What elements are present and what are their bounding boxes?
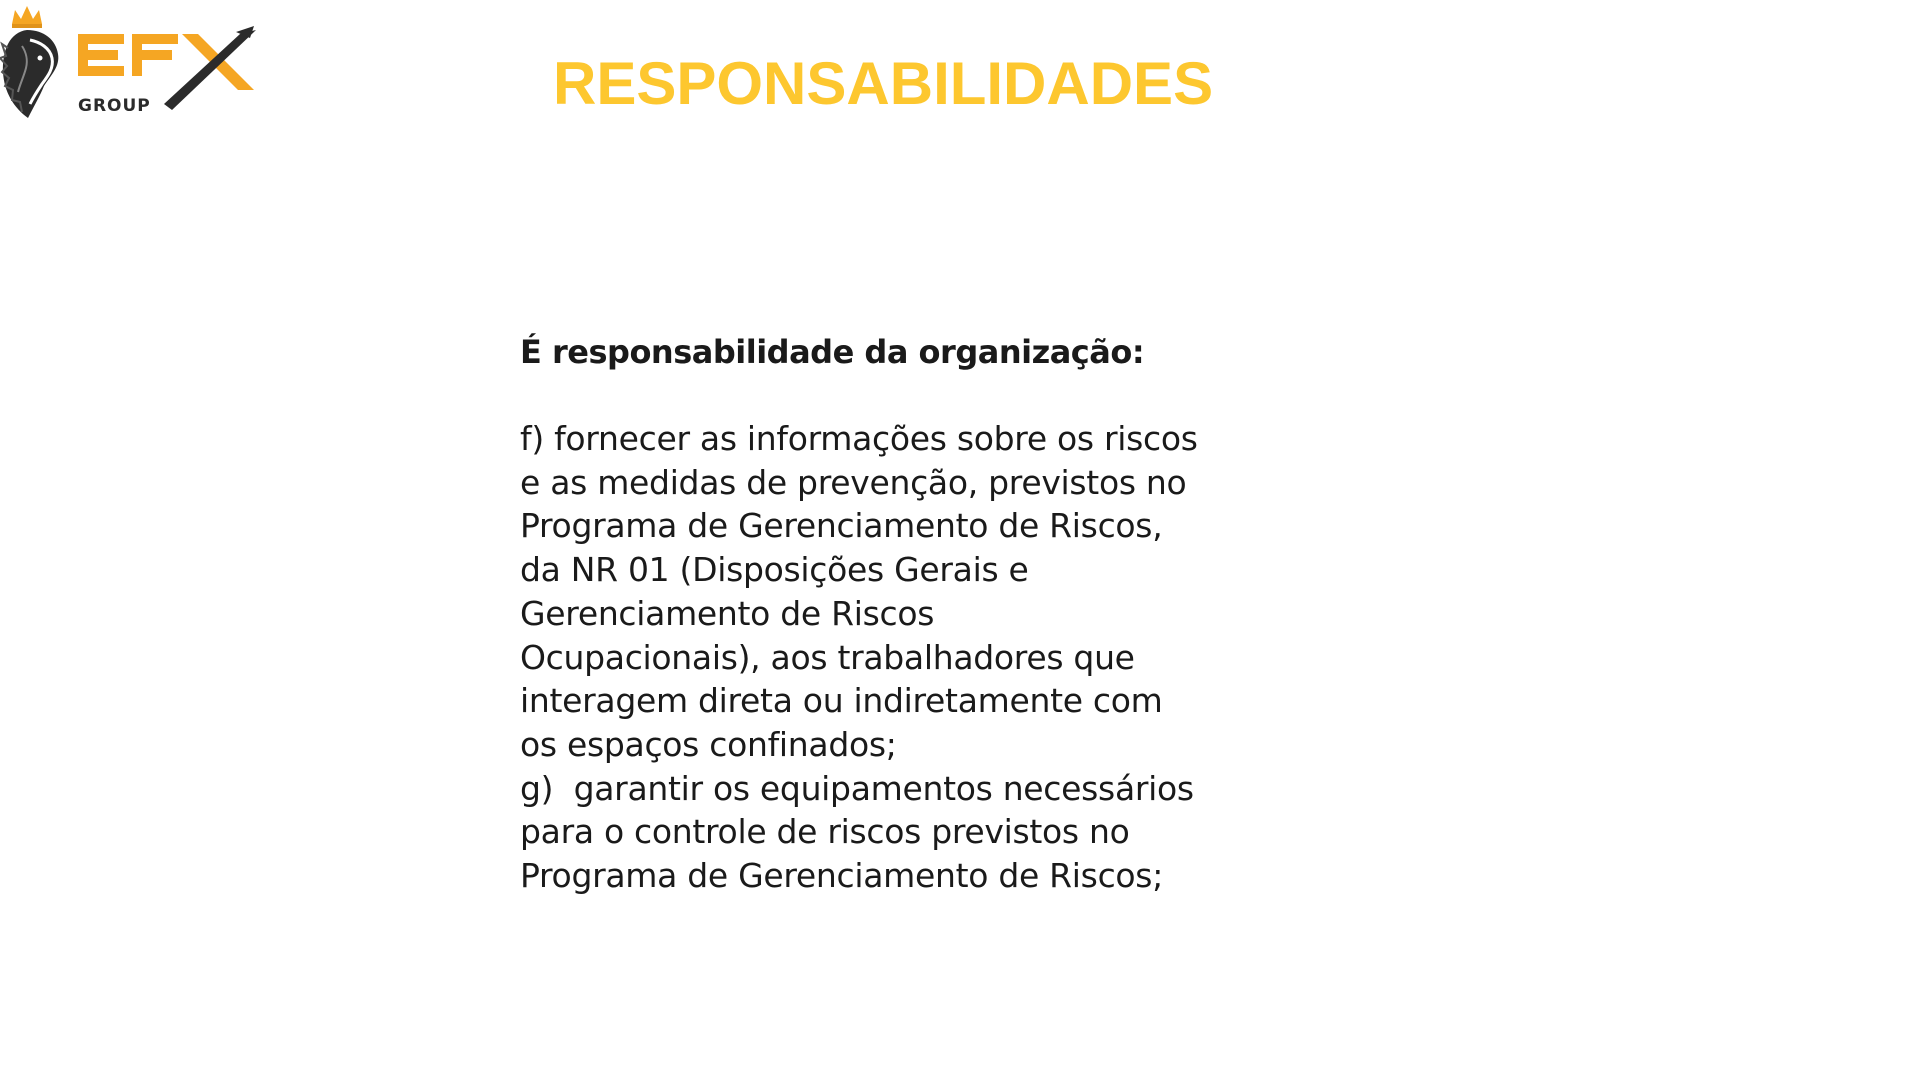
body-line: f) fornecer as informações sobre os riscos [520,419,1198,458]
brand-subtext: GROUP [78,96,151,116]
crown-icon [12,6,42,28]
body-heading: É responsabilidade da organização: [520,333,1145,371]
spacer [520,374,1280,417]
brand-letter-f [132,34,178,76]
body-line: g) garantir os equipamentos necessários [520,768,1194,808]
body-line: Programa de Gerenciamento de Riscos, [520,506,1163,546]
lion-icon [0,30,58,118]
brand-letter-e [78,34,124,76]
slide-body [520,330,1280,898]
body-line: Ocupacionais), aos trabalhadores que [520,637,1135,677]
slide-title: RESPONSABILIDADES [553,50,1214,117]
body-line: os espaços confinados; [520,724,897,764]
body-line: interagem direta ou indiretamente com [520,681,1163,721]
efx-group-logo [0,0,270,125]
efx-group-logo-graphic [0,0,270,125]
body-line: Gerenciamento de Riscos [520,593,935,633]
body-line: e as medidas de prevenção, previstos no [520,462,1187,502]
body-line: Programa de Gerenciamento de Riscos; [520,856,1164,896]
body-line: para o controle de riscos previstos no [520,812,1130,852]
body-line: da NR 01 (Disposições Gerais e [520,550,1029,590]
